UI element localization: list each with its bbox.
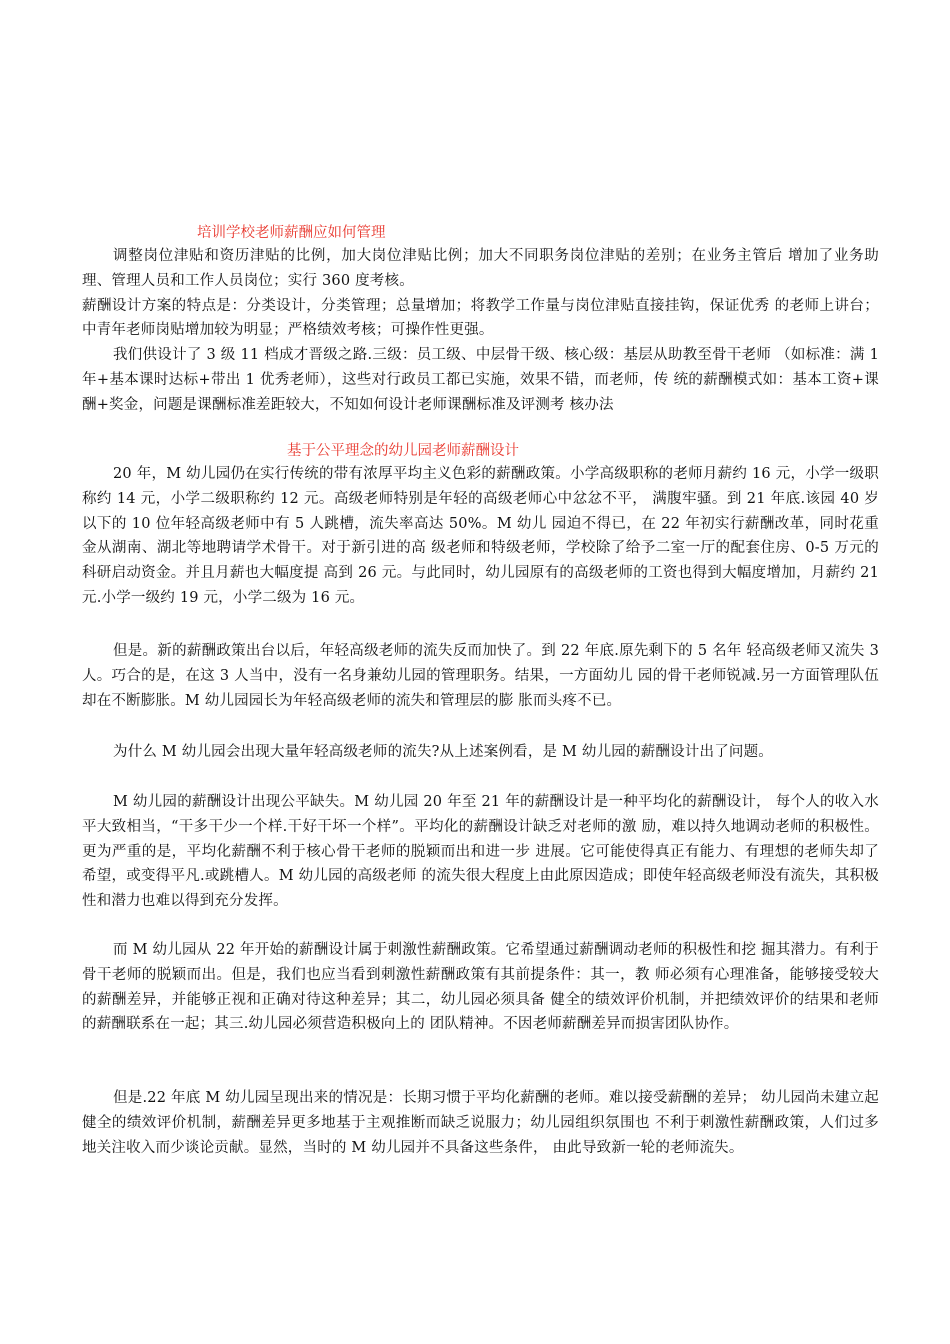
paragraph-case-background: 20 年，M 幼儿园仍在实行传统的带有浓厚平均主义色彩的薪酬政策。小学高级职称的老师月薪约 16 元，小学一级职称约 14 元，小学二级职称约 12 元。高级老师特别是年轻的高级老师心中忿忿不平， 满腹牢骚。到 21 年底.该园 40 岁以下的 10 位年轻高级老师中有 5 人跳槽，流失率高达 50%。M 幼儿 园迫不得已，在 22 年初实行薪酬改革，同时花重金从湖南、湖北等地聘请学术骨干。对于新引进的高 级老师和特级老师，学校除了给予二室一厅的配套住房、0-5 万元的科研启动资金。并且月薪也大幅度提 高到 26 元。与此同时，幼儿园原有的高级老师的工资也得到大幅度增加，月薪约 21 元.小学一级约 19 元，小学二级为 16 元。 bbox=[82, 466, 879, 606]
paragraph-incentive-policy: 而 M 幼儿园从 22 年开始的薪酬设计属于刺激性薪酬政策。它希望通过薪酬调动老师的积极性和挖 掘其潜力。有利于骨干老师的脱颖而出。但是，我们也应当看到刺激性薪酬政策有其前提条件：其一，教 师必须有心理准备，能够接受较大的薪酬差异，并能够正视和正确对待这种差异；其二，幼儿园必须具备 健全的绩效评价机制，并把绩效评价的结果和老师的薪酬联系在一起；其三.幼儿园必须营造积极向上的 团队精神。不因老师薪酬差异而损害团队协作。 bbox=[82, 942, 879, 1033]
paragraph-new-policy-result: 但是。新的薪酬政策出台以后，年轻高级老师的流失反而加快了。到 22 年底.原先剩下的 5 名年 轻高级老师又流失 3 人。巧合的是，在这 3 人当中，没有一名身兼幼儿园的管理职务。结果，一方面幼儿 园的骨干老师锐减.另一方面管理队伍却在不断膨胀。M 幼儿园园长为年轻高级老师的流失和管理层的膨 胀而头疼不已。 bbox=[82, 643, 879, 709]
paragraph-question: 为什么 M 幼儿园会出现大量年轻高级老师的流失?从上述案例看，是 M 幼儿园的薪酬设计出了问题。 bbox=[113, 744, 774, 760]
paragraph-promotion-path: 我们供设计了 3 级 11 档成才晋级之路.三级：员工级、中层骨干级、核心级：基层从助教至骨干老师 （如标准：满 1 年+基本课时达标+带出 1 优秀老师），这些对行政员工都已实施，效果不错，而老师，传 统的薪酬模式如：基本工资+课酬+奖金，问题是课酬标准差距较大，不知如何设计老师课酬标准及评测考 核办法 bbox=[82, 347, 879, 413]
section-title-training-school: 培训学校老师薪酬应如何管理 bbox=[197, 225, 386, 241]
paragraph-fairness-missing: M 幼儿园的薪酬设计出现公平缺失。M 幼儿园 20 年至 21 年的薪酬设计是一种平均化的薪酬设计， 每个人的收入水平大致相当，“干多干少一个样.干好干坏一个样”。平均化的薪酬设计缺乏对老师的激 励，难以持久地调动老师的积极性。更为严重的是，平均化薪酬不利于核心骨干老师的脱颖而出和进一步 进展。它可能使得真正有能力、有理想的老师失却了希望，或变得平凡.或跳槽人。M 幼儿园的高级老师 的流失很大程度上由此原因造成；即使年轻高级老师没有流失，其积极性和潜力也难以得到充分发挥。 bbox=[82, 794, 879, 910]
paragraph-allowance-adjustment: 调整岗位津贴和资历津贴的比例，加大岗位津贴比例；加大不同职务岗位津贴的差别；在业务主管后 增加了业务助理、管理人员和工作人员岗位；实行 360 度考核。 bbox=[82, 248, 879, 289]
paragraph-conclusion: 但是.22 年底 M 幼儿园呈现出来的情况是：长期习惯于平均化薪酬的老师。难以接受薪酬的差异； 幼儿园尚未建立起健全的绩效评价机制，薪酬差异更多地基于主观推断而缺乏说服力；幼儿园组织氛围也 不利于刺激性薪酬政策，人们过多地关注收入而少谈论贡献。显然，当时的 M 幼儿园并不具备这些条件， 由此导致新一轮的老师流失。 bbox=[82, 1090, 879, 1156]
section-title-kindergarten: 基于公平理念的幼儿园老师薪酬设计 bbox=[287, 443, 519, 459]
section-body-training-school bbox=[82, 244, 879, 418]
paragraph-plan-features: 薪酬设计方案的特点是：分类设计，分类管理；总量增加；将教学工作量与岗位津贴直接挂钩，保证优秀 的老师上讲台；中青年老师岗贴增加较为明显；严格绩效考核；可操作性更强。 bbox=[82, 297, 879, 339]
